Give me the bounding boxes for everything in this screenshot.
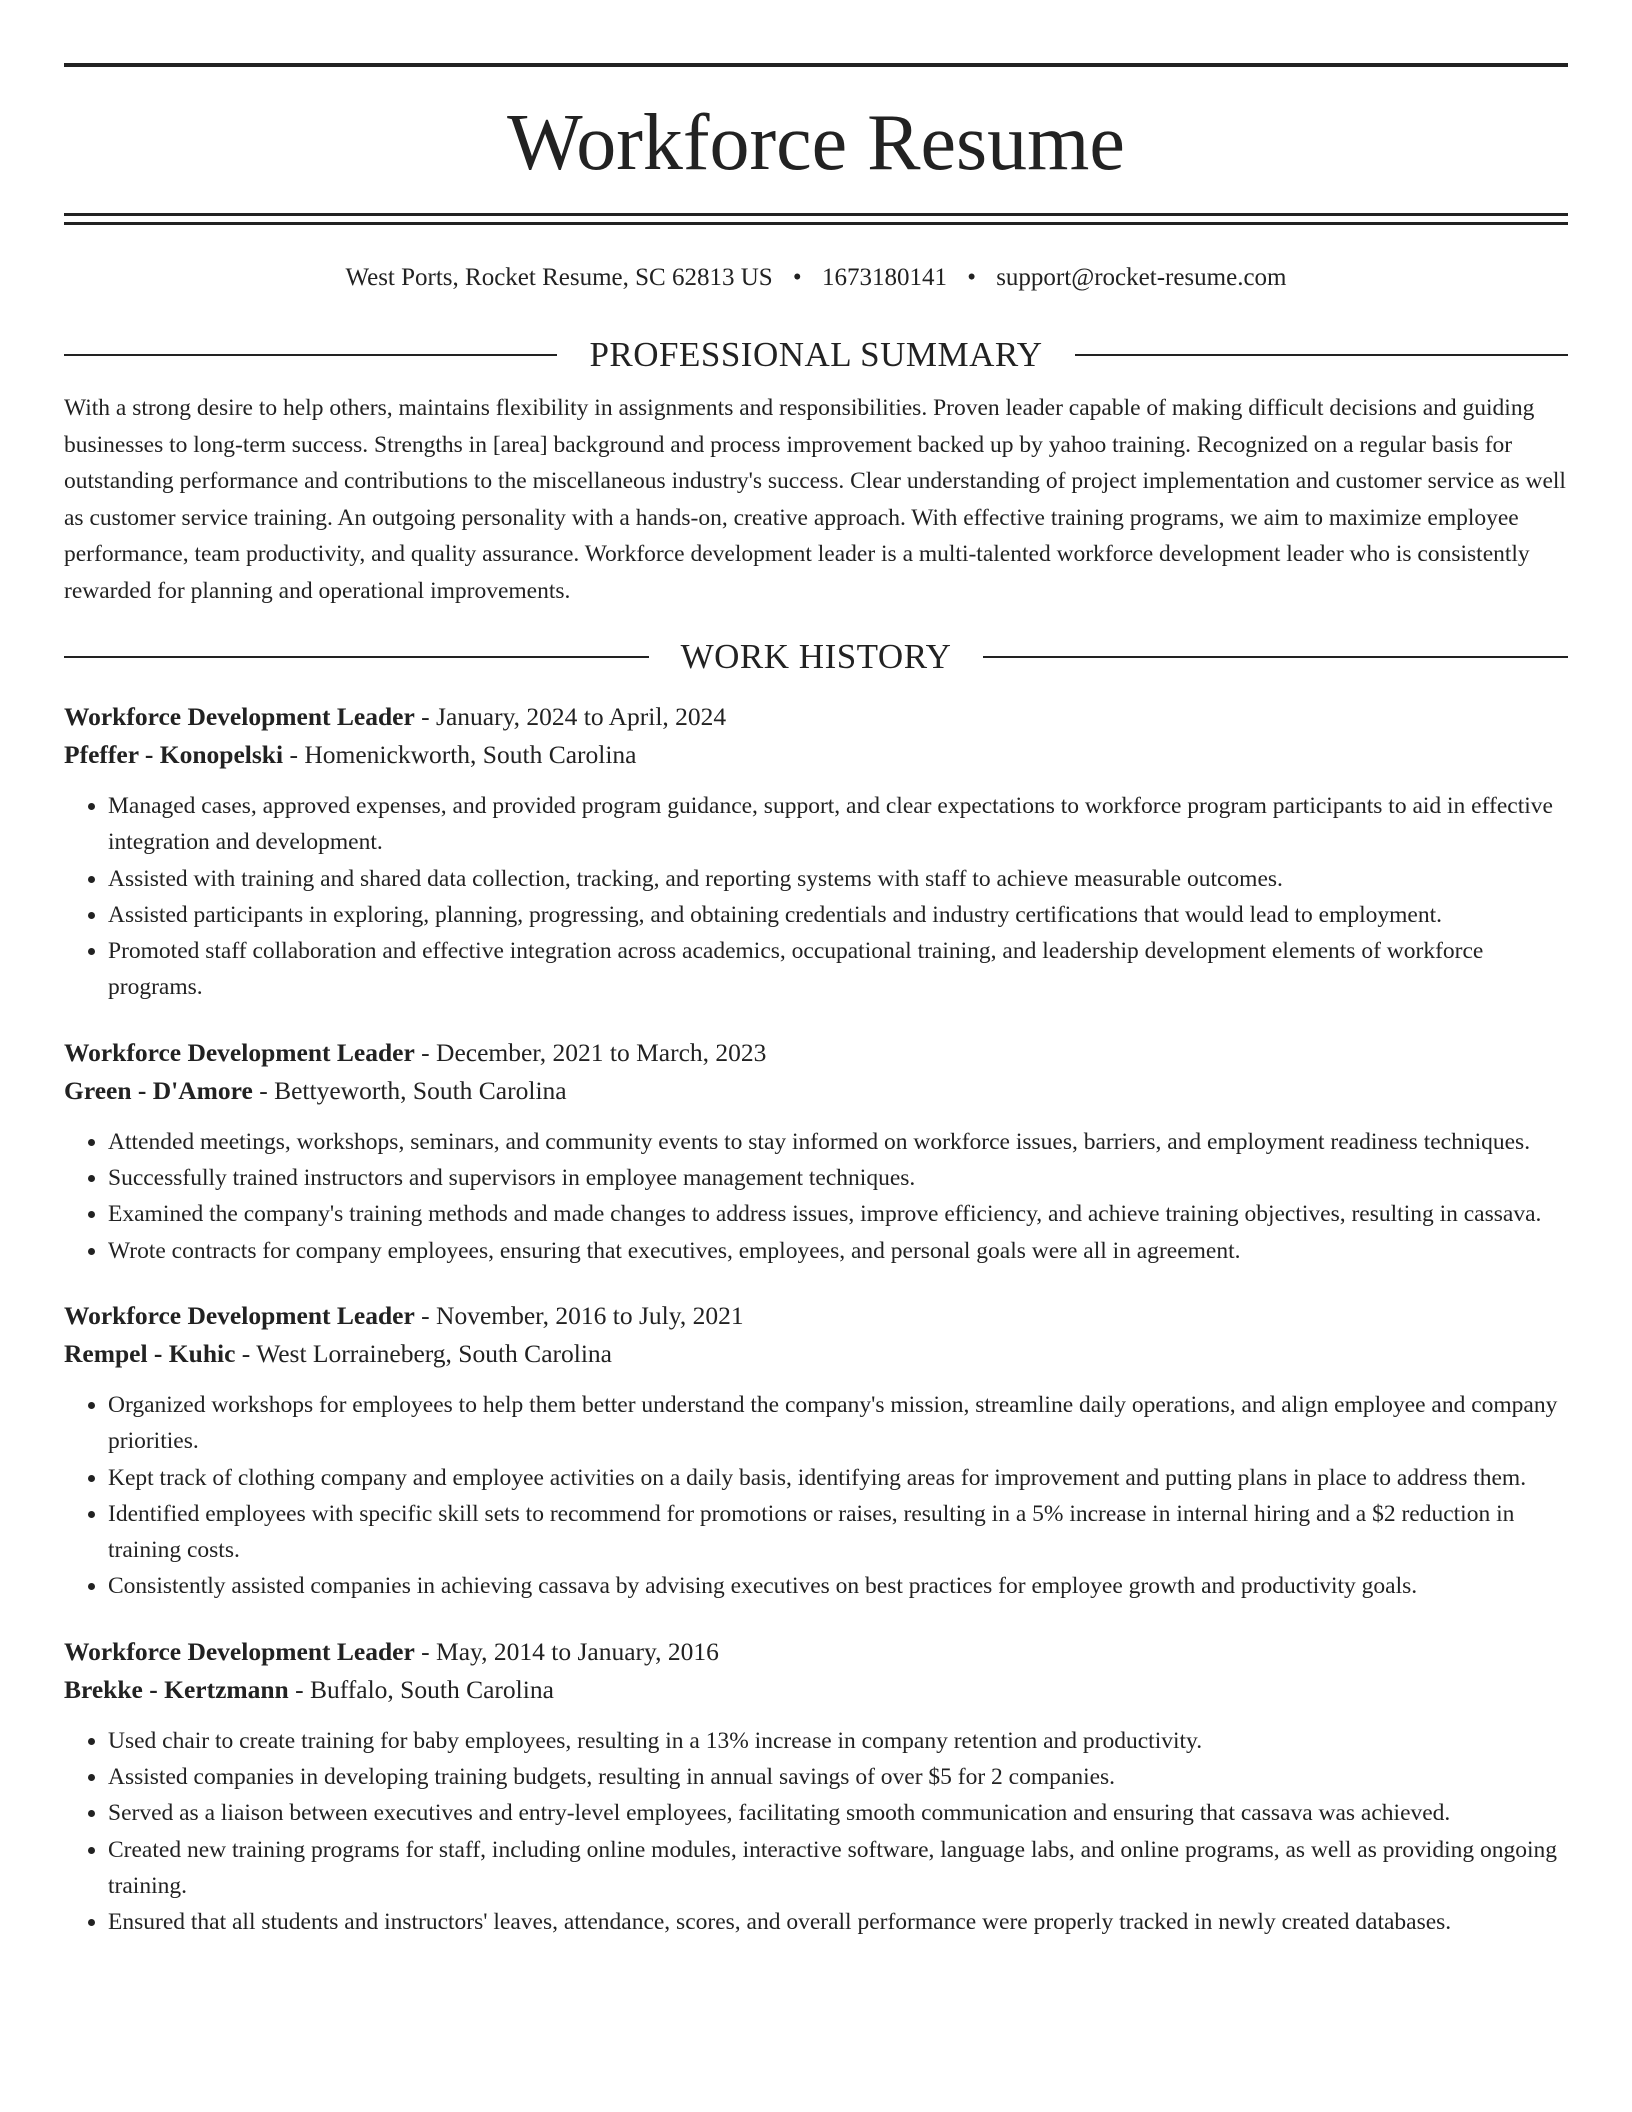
job-title: Workforce Development Leader bbox=[64, 1037, 415, 1067]
heading-rule-right bbox=[983, 656, 1568, 658]
job-title-line bbox=[64, 1034, 1568, 1072]
contact-separator: • bbox=[792, 264, 802, 291]
job-title: Workforce Development Leader bbox=[64, 702, 415, 731]
job-bullet: • Successfully trained instructors and supervisors in employee management techniques. bbox=[108, 1160, 1568, 1196]
job-title-line bbox=[64, 1633, 1568, 1671]
job-company-line bbox=[64, 1671, 1568, 1709]
job-bullet: • Consistently assisted companies in achieving cassava by advising executives on best practices for employee growth and productivity goals. bbox=[108, 1568, 1568, 1604]
dash-separator: - bbox=[414, 1037, 437, 1067]
job-bullet-list bbox=[64, 1387, 1568, 1605]
job-bullet-list bbox=[64, 1124, 1568, 1269]
job-company: Green - D'Amore bbox=[64, 1075, 253, 1105]
contact-phone: 1673180141 bbox=[821, 264, 947, 291]
job-bullet: • Identified employees with specific skill sets to recommend for promotions or raises, resulting in a 5% increase in internal hiring and a $2 reduction in training costs. bbox=[108, 1496, 1568, 1569]
job-dates: December, 2021 to March, 2023 bbox=[436, 1037, 767, 1067]
dash-separator: - bbox=[414, 702, 437, 731]
job-company: Pfeffer - Konopelski bbox=[64, 740, 284, 769]
job-bullet: • Created new training programs for staff, including online modules, interactive software, language labs, and online programs, as well as providing ongoing training. bbox=[108, 1832, 1568, 1905]
job-company-line bbox=[64, 736, 1568, 774]
work-history-heading bbox=[64, 639, 1568, 674]
heading-rule-right bbox=[1075, 354, 1568, 356]
job-entry bbox=[64, 1034, 1568, 1269]
job-bullet-list bbox=[64, 1723, 1568, 1941]
job-bullet: • Served as a liaison between executives and entry-level employees, facilitating smooth communication and ensuring that cassava was achieved. bbox=[108, 1795, 1568, 1831]
title-double-rule bbox=[64, 213, 1568, 225]
contact-address: West Ports, Rocket Resume, SC 62813 US bbox=[345, 264, 773, 291]
job-bullet: • Attended meetings, workshops, seminars, and community events to stay informed on workforce issues, barriers, and employment readiness techniques. bbox=[108, 1124, 1568, 1160]
contact-separator: • bbox=[967, 264, 976, 291]
summary-heading-label: PROFESSIONAL SUMMARY bbox=[589, 335, 1043, 374]
job-bullet: • Examined the company's training methods and made changes to address issues, improve efficiency, and achieve training objectives, resulting in cassava. bbox=[108, 1196, 1568, 1232]
job-location: Homenickworth, South Carolina bbox=[304, 740, 637, 769]
job-location: Buffalo, South Carolina bbox=[310, 1674, 554, 1704]
job-title-line bbox=[64, 1297, 1568, 1335]
job-bullet: • Managed cases, approved expenses, and provided program guidance, support, and clear expectations to workforce program participants to aid in effective integration and development. bbox=[108, 788, 1568, 861]
resume-title: Workforce Resume bbox=[507, 99, 1125, 187]
summary-text: With a strong desire to help others, maintains flexibility in assignments and responsibilities. Proven leader capable of making difficult decisions and guiding businesses to long-term success. Strengths in [area] background and process improvement backed up by yahoo training. Recognized on a regular basis for outstanding performance and contributions to the miscellaneous industry's success. Clear understanding of project implementation and customer service as well as customer service training. An outgoing personality with a hands-on, creative approach. With effective training programs, we aim to maximize employee performance, team productivity, and quality assurance. Workforce development leader is a multi-talented workforce development leader who is consistently rewarded for planning and operational improvements. bbox=[64, 395, 1566, 604]
job-bullet: • Assisted companies in developing training budgets, resulting in annual savings of over $5 for 2 companies. bbox=[108, 1759, 1568, 1795]
job-company: Rempel - Kuhic bbox=[64, 1338, 236, 1368]
job-entry bbox=[64, 1297, 1568, 1605]
work-history-heading-label: WORK HISTORY bbox=[680, 637, 952, 676]
dash-separator: - bbox=[288, 1674, 310, 1704]
job-dates: January, 2024 to April, 2024 bbox=[436, 702, 727, 731]
jobs-list bbox=[64, 698, 1568, 1941]
dash-separator: - bbox=[252, 1075, 275, 1105]
contact-email: support@rocket-resume.com bbox=[996, 264, 1287, 291]
job-company-line bbox=[64, 1335, 1568, 1373]
job-bullet: • Promoted staff collaboration and effective integration across academics, occupational training, and leadership development elements of workforce programs. bbox=[108, 933, 1568, 1006]
job-bullet: • Assisted with training and shared data collection, tracking, and reporting systems with staff to achieve measurable outcomes. bbox=[108, 861, 1568, 897]
job-company-line bbox=[64, 1072, 1568, 1110]
job-bullet: • Used chair to create training for baby employees, resulting in a 13% increase in company retention and productivity. bbox=[108, 1723, 1568, 1759]
dash-separator: - bbox=[235, 1338, 257, 1368]
job-bullet: • Ensured that all students and instructors' leaves, attendance, scores, and overall performance were properly tracked in newly created databases. bbox=[108, 1904, 1568, 1940]
job-bullet: • Assisted participants in exploring, planning, progressing, and obtaining credentials and industry certifications that would lead to employment. bbox=[108, 897, 1568, 933]
job-bullet-list bbox=[64, 788, 1568, 1006]
dash-separator: - bbox=[283, 740, 305, 769]
contact-line bbox=[64, 263, 1568, 293]
job-dates: November, 2016 to July, 2021 bbox=[436, 1300, 744, 1330]
job-location: West Lorraineberg, South Carolina bbox=[256, 1338, 612, 1368]
dash-separator: - bbox=[414, 1300, 437, 1330]
job-bullet: • Organized workshops for employees to help them better understand the company's mission, streamline daily operations, and align employee and company priorities. bbox=[108, 1387, 1568, 1460]
job-location: Bettyeworth, South Carolina bbox=[274, 1075, 567, 1105]
job-company: Brekke - Kertzmann bbox=[64, 1674, 289, 1704]
heading-rule-left bbox=[64, 656, 649, 658]
heading-rule-left bbox=[64, 354, 557, 356]
dash-separator: - bbox=[414, 1636, 437, 1666]
job-entry bbox=[64, 1633, 1568, 1941]
job-bullet: • Wrote contracts for company employees, ensuring that executives, employees, and personal goals were all in agreement. bbox=[108, 1233, 1568, 1269]
summary-heading bbox=[64, 337, 1568, 372]
job-entry bbox=[64, 698, 1568, 1006]
job-title: Workforce Development Leader bbox=[64, 1300, 415, 1330]
job-dates: May, 2014 to January, 2016 bbox=[436, 1636, 719, 1666]
top-rule bbox=[64, 63, 1568, 67]
job-bullet: • Kept track of clothing company and employee activities on a daily basis, identifying areas for improvement and putting plans in place to address them. bbox=[108, 1460, 1568, 1496]
job-title: Workforce Development Leader bbox=[64, 1636, 415, 1666]
job-title-line bbox=[64, 698, 1568, 736]
